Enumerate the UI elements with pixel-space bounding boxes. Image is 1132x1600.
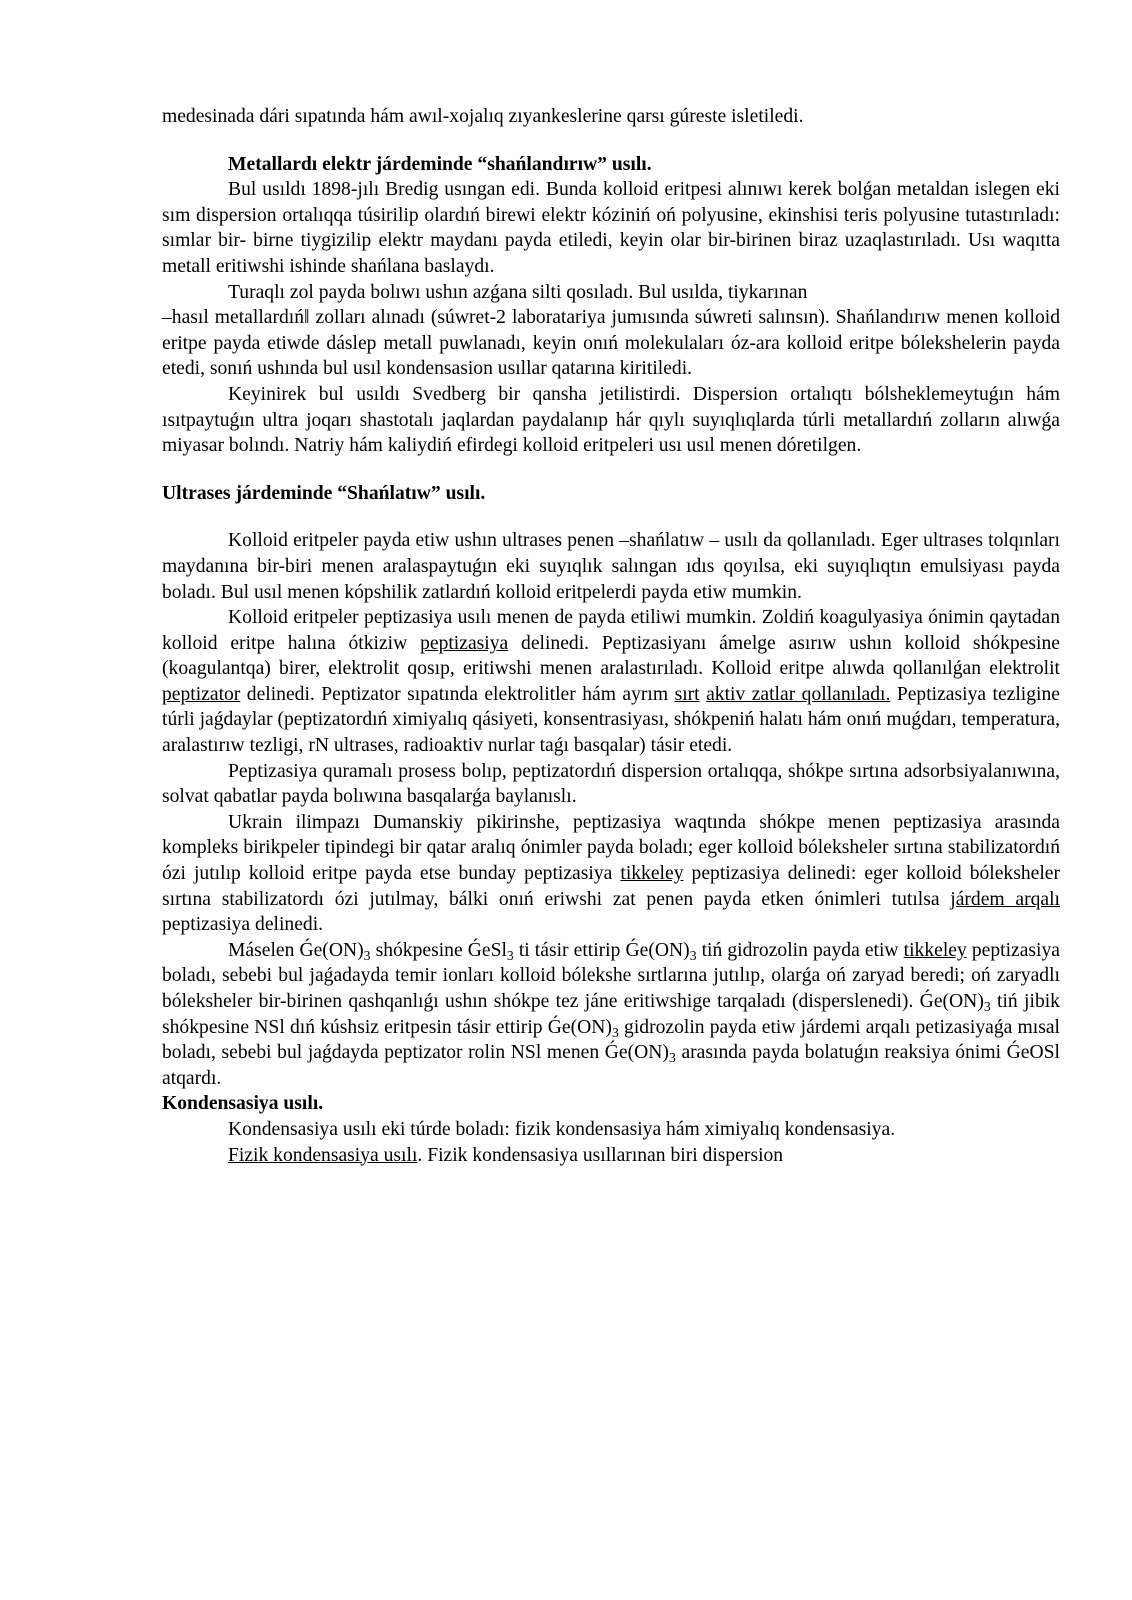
text: Kolloid eritpeler peptizasiya usılı menen de payda etiliwi mumkin. Zoldiń koagulyasiya ónimin qaytadan kolloid eritpe halına ótkiziw — [162, 607, 1060, 654]
text: peptizasiya delinedi. — [162, 914, 324, 936]
text: peptizasiya boladı, sebebi bul jaǵadayda temir ionları kolloid bólekshe sırtlarına jutılıp, olarǵa oń zaryad beredi; oń zaryadlı bóleksheler bir-birinen qashqanlıǵı ushın shókpe tez jáne eritiwshige tarqaladı (disperslenedi). Ǵe(ON) — [162, 939, 1060, 1012]
paragraph-6: Peptizasiya quramalı prosess bolıp, peptizatordıń dispersion ortalıqqa, shókpe sırtına adsorbsiyalanıwına, solvat qabatlar payda bolıwına basqalarǵa baylanıslı. — [162, 760, 1060, 808]
underlined-term-fizik-kondensasiya: Fizik kondensasiya usılı — [228, 1144, 418, 1166]
text: delinedi. Peptizasiyanı ámelge asırıw ushın kolloid shókpesine (koagulantqa) birer, elektrolit qosıp, eritiwshi menen aralastırıladı. Kolloid eritpe alıwda qollanılǵan elektrolit — [162, 632, 1060, 680]
paragraph-9: Kondensasiya usılı eki túrde boladı: fizik kondensasiya hám ximiyalıq kondensasiya. — [228, 1118, 896, 1140]
text: tiń jibik shókpesine NSl dıń kúshsiz eritpesin tásir ettirip Ǵe(ON) — [162, 991, 1060, 1038]
heading-electric-dust-method: Metallardı elektr járdeminde “shańlandırıw” usılı. — [228, 153, 652, 175]
text: ti tásir ettirip Ǵe(ON) — [513, 939, 690, 961]
subscript: 3 — [363, 947, 371, 963]
paragraph-0: medesinada dári sıpatında hám awıl-xojalıq zıyankeslerine qarsı gúreste isletiledi. — [162, 106, 804, 127]
underlined-term-aktiv-zatlar: aktiv zatlar qollanıladı. — [706, 683, 891, 705]
document-page — [162, 104, 1060, 1168]
underlined-term-jardem-arqali: járdem arqalı — [950, 888, 1060, 910]
text: delinedi. Peptizator sıpatında elektrolitler hám ayrım — [240, 683, 675, 705]
text: Peptizasiya tezligine túrli jaǵdaylar (peptizatordıń ximiyalıq qásiyeti, konsentrasiyası, shókpeniń halatı hám onıń muǵdarı, temperatura, aralastırıw tezligi, rN ultrases, radioaktiv nurlar taǵı basqalar) tásir etedi. — [162, 683, 1060, 757]
paragraph-4: Kolloid eritpeler payda etiw ushın ultrases penen ‒shańlatıw ‒ usılı da qollanıladı. Eger ultrases tolqınları maydanına bir-biri menen aralaspaytuǵın eki suyıqlık salıngan ıdıs qoyılsa, eki suyıqlıqtın emulsiyası payda boladı. Bul usıl menen kópshilik zatlardıń kolloid eritpelerdi payda etiw mumkin. — [162, 530, 1060, 603]
underlined-term-peptizator: peptizator — [162, 683, 241, 705]
paragraph-7 — [162, 810, 1060, 938]
subscript: 3 — [983, 999, 991, 1015]
text: gidrozolin payda etiw járdemi arqalı petizasiyaǵa mısal boladı, sebebi bul jaǵdayda peptizator rolin NSl menen Ǵe(ON) — [162, 1016, 1060, 1064]
paragraph-5 — [162, 605, 1060, 759]
heading-ultrasound-method: Ultrases járdeminde “Shańlatıw” usılı. — [162, 482, 486, 504]
underlined-term-tikkeley: tikkeley — [903, 939, 967, 961]
text: shókpesine ǴeSl — [370, 939, 507, 961]
underlined-term-tikkeley: tikkeley — [620, 863, 684, 885]
underlined-term-peptizasiya: peptizasiya — [420, 632, 509, 654]
text: arasında payda bolatuǵın reaksiya ónimi ǴeOSl atqardı. — [162, 1042, 1060, 1089]
paragraph-2a: Turaqlı zol payda bolıwı ushın azǵana silti qosıladı. Bul usılda, tiykarınan — [228, 281, 808, 303]
subscript: 3 — [611, 1024, 619, 1040]
paragraph-10 — [162, 1143, 1060, 1169]
subscript: 3 — [668, 1050, 676, 1066]
paragraph-1: Bul usıldı 1898-jılı Bredig usıngan edi. Bunda kolloid eritpesi alınıwı kerek bolǵan metaldan islegen eki sım dispersion ortalıqqa túsirilip olardıń birewi elektr kóziniń oń polyusine, ekinshisi teris polyusine tutastırıladı: sımlar bir- birne tiygizilip elektr maydanı payda etiledi, keyin olar bir-birinen biraz uzaqlastırıladı. Usı waqıtta metall eritiwshi ishinde shańlana baslaydı. — [162, 179, 1060, 277]
underlined-term-sirt: sırt — [674, 683, 700, 705]
heading-condensation-method: Kondensasiya usılı. — [162, 1093, 324, 1115]
subscript: 3 — [506, 947, 514, 963]
subscript: 3 — [689, 947, 697, 963]
text: . Fizik kondensasiya usıllarınan biri dispersion — [417, 1144, 784, 1166]
text: Máselen Ǵe(ON) — [228, 939, 364, 961]
text: tiń gidrozolin payda etiw — [696, 939, 904, 961]
text: peptizasiya delinedi: eger kolloid bóleksheler sırtına stabilizatordı ózi jutılmay, bálki onıń eriwshi zat penen payda etken ónimleri tutılsa — [162, 863, 1061, 910]
paragraph-3: Keyinirek bul usıldı Svedberg bir qansha jetilistirdi. Dispersion ortalıqtı bólsheklemeytuǵın hám ısıtpaytuǵın ultra joqarı shastotalı jaqlardan paydalanıp hár qıylı suyıqlıqlarda túrli metallardıń zolların alıwǵa miyasar bolındı. Natriy hám kaliydiń efirdegi kolloid eritpeleri usı usıl menen dóretilgen. — [162, 383, 1060, 457]
paragraph-8 — [162, 938, 1060, 1092]
text: Ukrain ilimpazı Dumanskiy pikirinshe, peptizasiya waqtında shókpe menen peptizasiya arasında kompleks birikpeler tipindegi bir qatar aralıq ónimler payda boladı; eger kolloid bóleksheler sırtına stabilizatordıń ózi jutılıp kolloid eritpe payda etse bunday peptizasiya — [162, 811, 1060, 885]
paragraph-2b: ‒hasıl metallardıń‖ zolları alınadı (súwret-2 laboratariya jumısında súwreti salınsın). Shańlandırıw menen kolloid eritpe payda etiwde dáslep metall puwlanadı, keyin onıń molekulaları óz-ara kolloid eritpe bólekshelerin payda etedi, sonıń ushında bul usıl kondensasion usıllar qatarına kiritiledi. — [162, 307, 1060, 380]
